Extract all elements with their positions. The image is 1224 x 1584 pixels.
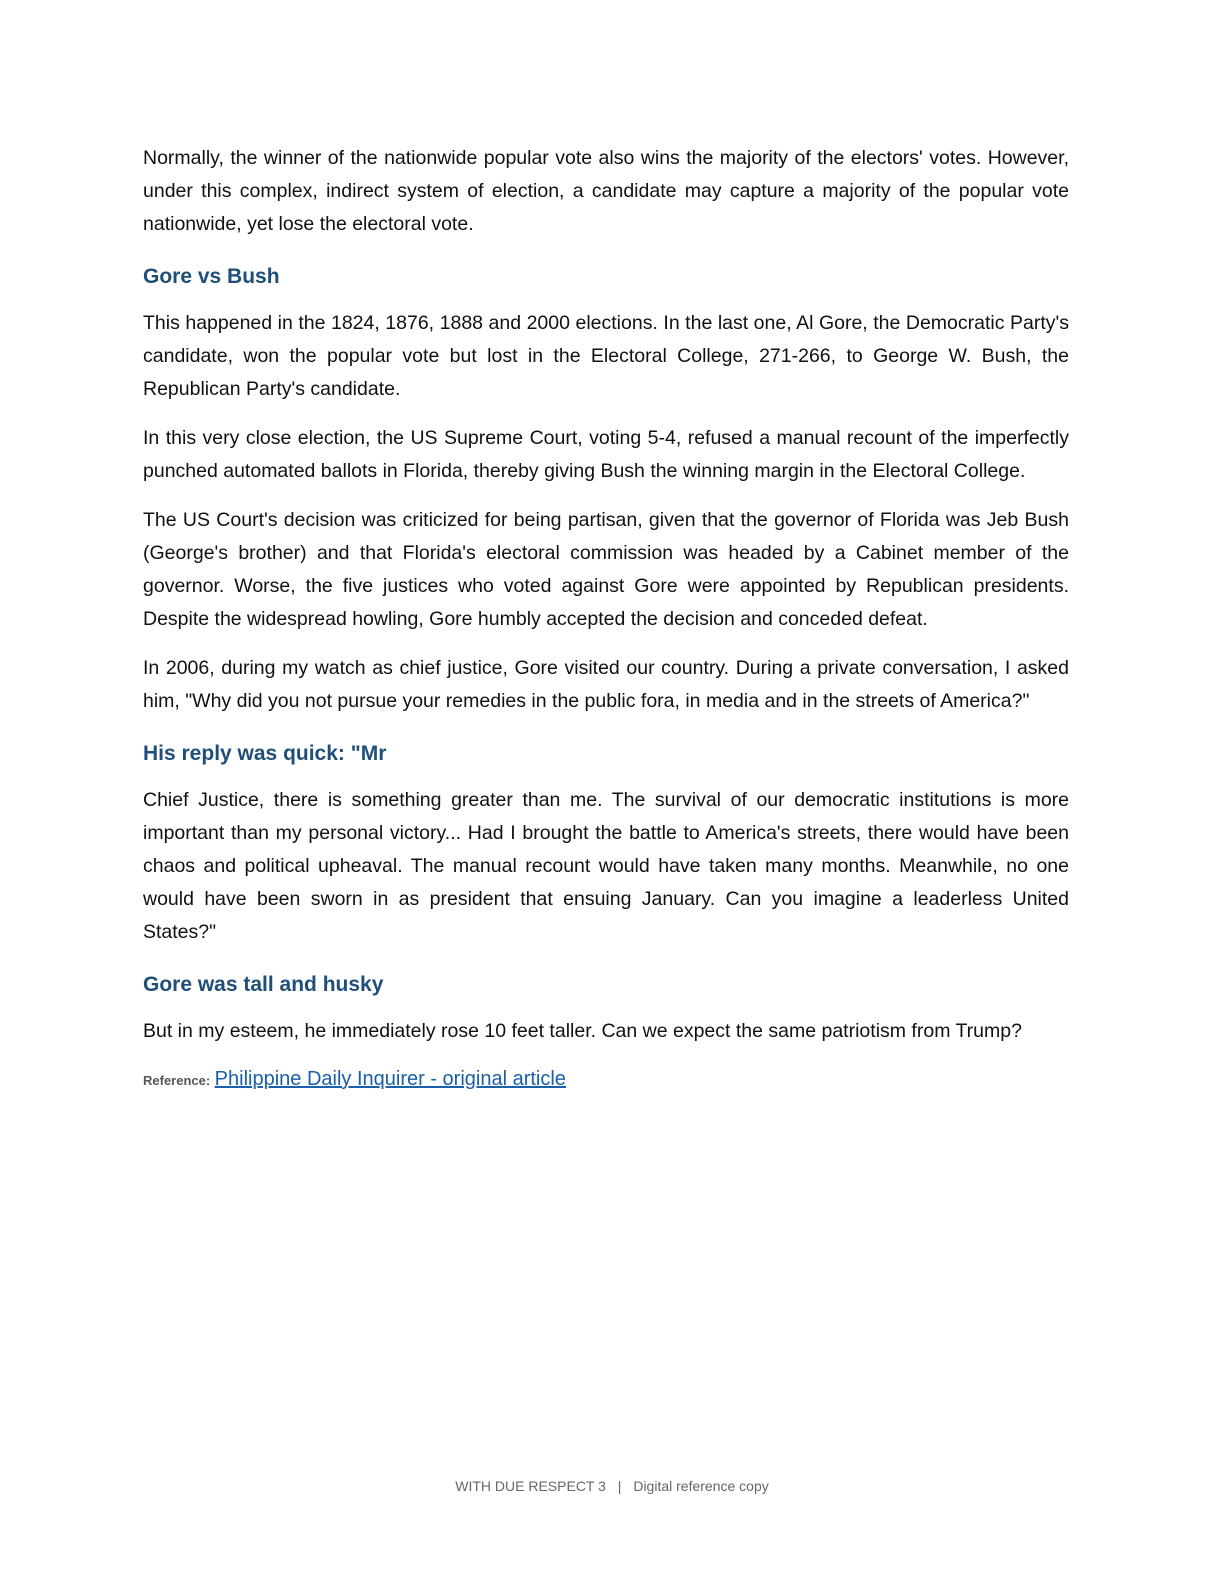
- footer-separator: |: [617, 1478, 622, 1494]
- paragraph-gore-visit: In 2006, during my watch as chief justice, Gore visited our country. During a private conversation, I asked him, "Why did you not pursue your remedies in the public fora, in media and in the streets of America?": [143, 657, 1069, 712]
- heading-gore-vs-bush: Gore vs Bush: [143, 265, 280, 288]
- article-body: [143, 142, 1069, 1096]
- paragraph-criticism: The US Court's decision was criticized for being partisan, given that the governor of Florida was Jeb Bush (George's brother) and that Florida's electoral commission was headed by a Cabinet member of the governor. Worse, the five justices who voted against Gore were appointed by Republican presidents. Despite the widespread howling, Gore humbly accepted the decision and conceded defeat.: [143, 509, 1069, 630]
- paragraph-past-elections: This happened in the 1824, 1876, 1888 and 2000 elections. In the last one, Al Gore, the Democratic Party's candidate, won the popular vote but lost in the Electoral College, 271-266, to George W. Bush, the Republican Party's candidate.: [143, 312, 1069, 400]
- heading-tall-husky: Gore was tall and husky: [143, 973, 384, 996]
- reference-link[interactable]: Philippine Daily Inquirer - original article: [214, 1068, 566, 1090]
- paragraph-popular-vote: Normally, the winner of the nationwide popular vote also wins the majority of the electors' votes. However, under this complex, indirect system of election, a candidate may capture a majority of the popular vote nationwide, yet lose the electoral vote.: [143, 147, 1069, 235]
- reference-line: [143, 1064, 1069, 1096]
- paragraph-gore-reply: Chief Justice, there is something greater than me. The survival of our democratic institutions is more important than my personal victory... Had I brought the battle to America's streets, there would have been chaos and political upheaval. The manual recount would have taken many months. Meanwhile, no one would have been sworn in as president that ensuing January. Can you imagine a leaderless United States?": [143, 789, 1069, 943]
- heading-reply: His reply was quick: "Mr: [143, 742, 387, 765]
- page-footer: [0, 1478, 1224, 1494]
- paragraph-closing: But in my esteem, he immediately rose 10 feet taller. Can we expect the same patriotism from Trump?: [143, 1020, 1022, 1042]
- footer-subtitle: Digital reference copy: [633, 1478, 769, 1494]
- reference-label: Reference:: [143, 1073, 211, 1088]
- footer-title: WITH DUE RESPECT 3: [455, 1478, 606, 1494]
- paragraph-supreme-court: In this very close election, the US Supreme Court, voting 5-4, refused a manual recount of the imperfectly punched automated ballots in Florida, thereby giving Bush the winning margin in the Electoral College.: [143, 427, 1069, 482]
